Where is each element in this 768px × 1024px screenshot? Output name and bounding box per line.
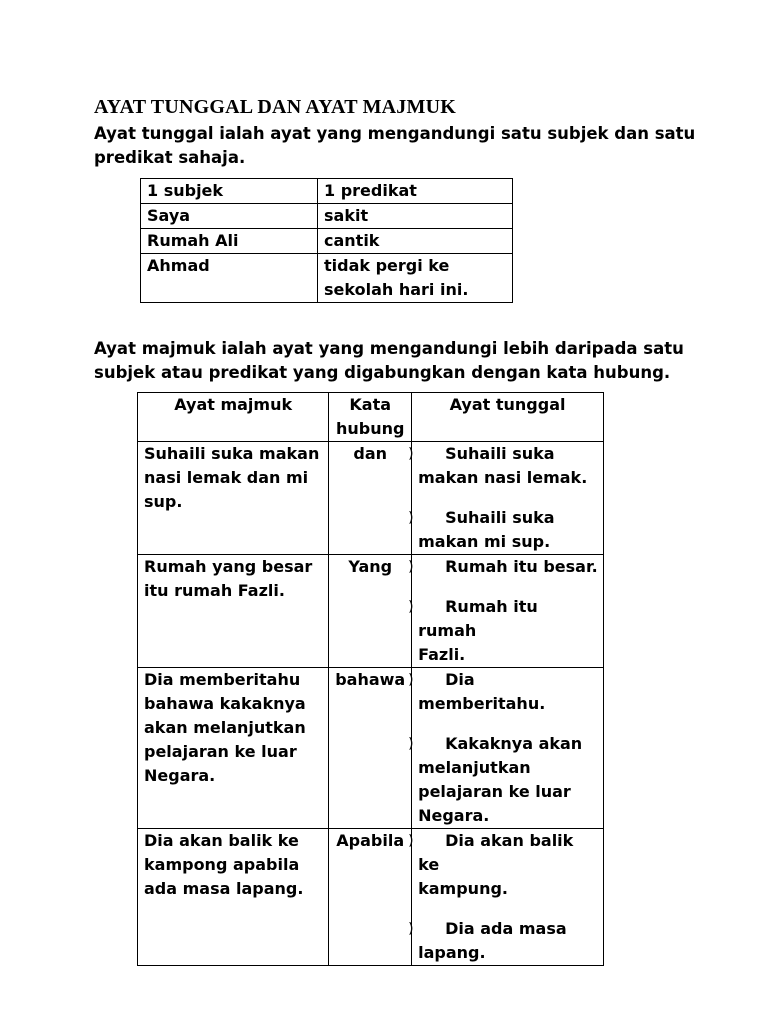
table-header-row (138, 393, 604, 442)
list-marker: ) (408, 446, 414, 462)
table-row (138, 829, 604, 966)
cell-line: makan nasi lemak. (418, 468, 588, 487)
cell-line: bahawa kakaknya (144, 694, 306, 713)
cell-line: Dia memberitahu (144, 670, 301, 689)
compound-sentence-table (137, 392, 604, 966)
cell-line: itu rumah Fazli. (144, 581, 285, 600)
definition-ayat-tunggal (94, 122, 696, 170)
list-marker: ) (408, 736, 414, 752)
cell-line: Rumah itu besar. (445, 557, 598, 576)
page-title: AYAT TUNGGAL DAN AYAT MAJMUK (94, 96, 456, 118)
cell-line: Dia akan balik ke (418, 831, 574, 874)
cell-line: Dia akan balik ke (144, 831, 299, 850)
cell-line: pelajaran ke luar (144, 742, 297, 761)
conjunction-cell: dan (329, 442, 412, 555)
cell-line: sekolah hari ini. (324, 280, 469, 299)
simple-sentence (408, 829, 599, 901)
compound-sentence-cell (138, 555, 329, 668)
simple-sentences-cell (408, 829, 604, 966)
subject-cell: Rumah Ali (141, 229, 318, 254)
cell-line: pelajaran ke luar (418, 782, 571, 801)
compound-sentence-cell (138, 442, 329, 555)
simple-sentence (408, 668, 599, 716)
list-marker: ) (408, 921, 414, 937)
cell-line: Dia ada masa (445, 919, 567, 938)
table-row (138, 555, 604, 668)
subject-cell: Ahmad (141, 254, 318, 303)
header-cell-predikat: 1 predikat (318, 179, 513, 204)
simple-sentences-cell (408, 442, 604, 555)
table-row (141, 229, 513, 254)
cell-line: Dia (445, 670, 475, 689)
cell-line: lapang. (418, 943, 486, 962)
cell-line: memberitahu. (418, 694, 546, 713)
simple-sentence (408, 506, 599, 554)
header-cell-ayat-tunggal: Ayat tunggal (412, 393, 604, 442)
cell-line: melanjutkan (418, 758, 531, 777)
simple-sentence (408, 555, 599, 579)
cell-line: akan melanjutkan (144, 718, 306, 737)
simple-sentences-cell (408, 555, 604, 668)
cell-line: kampung. (418, 879, 508, 898)
conjunction-cell: Apabila (329, 829, 412, 966)
predicate-cell: sakit (318, 204, 513, 229)
table-row (138, 668, 604, 829)
list-marker: ) (408, 672, 414, 688)
cell-line: Kakaknya akan (445, 734, 583, 753)
conjunction-cell: bahawa (329, 668, 412, 829)
predicate-cell: cantik (318, 229, 513, 254)
cell-line: nasi lemak dan mi (144, 468, 309, 487)
list-marker: ) (408, 833, 414, 849)
simple-sentence (408, 917, 599, 965)
cell-line: Suhaili suka (445, 444, 555, 463)
compound-sentence-cell (138, 668, 329, 829)
list-marker: ) (408, 559, 414, 575)
subject-predicate-table (140, 178, 513, 303)
simple-sentence (408, 442, 599, 490)
cell-line: Suhaili suka (445, 508, 555, 527)
table-row (141, 254, 513, 303)
table-row (141, 204, 513, 229)
header-cell-ayat-majmuk: Ayat majmuk (138, 393, 329, 442)
definition-ayat-majmuk (94, 337, 684, 385)
cell-line: Suhaili suka makan (144, 444, 320, 463)
simple-sentence (408, 732, 599, 828)
cell-line: sup. (144, 492, 183, 511)
header-cell-kata-hubung (329, 393, 412, 442)
cell-line: tidak pergi ke (324, 256, 450, 275)
compound-sentence-cell (138, 829, 329, 966)
simple-sentences-cell (408, 668, 604, 829)
list-marker: ) (408, 510, 414, 526)
conjunction-cell: Yang (329, 555, 412, 668)
cell-line: ada masa lapang. (144, 879, 304, 898)
cell-line: Negara. (418, 806, 490, 825)
header-cell-subjek: 1 subjek (141, 179, 318, 204)
cell-line: kampong apabila (144, 855, 300, 874)
list-marker: ) (408, 599, 414, 615)
cell-line: Fazli. (418, 645, 466, 664)
cell-line: makan mi sup. (418, 532, 551, 551)
subject-cell: Saya (141, 204, 318, 229)
table-header-row (141, 179, 513, 204)
paragraph-line: subjek atau predikat yang digabungkan dengan kata hubung. (94, 363, 671, 382)
paragraph-line: predikat sahaja. (94, 148, 246, 167)
cell-line: Rumah itu rumah (418, 597, 538, 640)
header-line: Kata (349, 395, 392, 414)
simple-sentence (408, 595, 599, 667)
paragraph-line: Ayat tunggal ialah ayat yang mengandungi satu subjek dan satu (94, 124, 696, 143)
header-line: hubung (335, 419, 405, 438)
table-row (138, 442, 604, 555)
predicate-cell (318, 254, 513, 303)
cell-line: Rumah yang besar (144, 557, 313, 576)
paragraph-line: Ayat majmuk ialah ayat yang mengandungi lebih daripada satu (94, 339, 684, 358)
cell-line: Negara. (144, 766, 216, 785)
